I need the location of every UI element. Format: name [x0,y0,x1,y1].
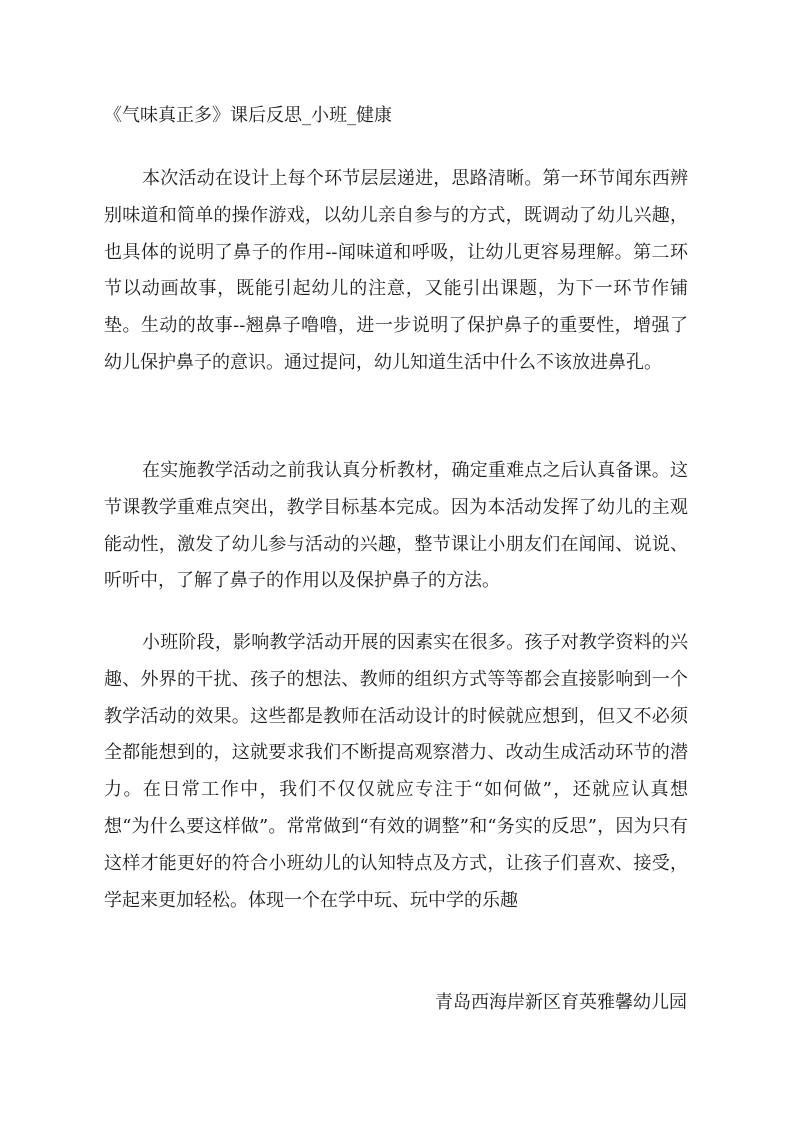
paragraph-reflection: 小班阶段，影响教学活动开展的因素实在很多。孩子对教学资料的兴趣、外界的干扰、孩子的想法、教师的组织方式等等都会直接影响到一个教学活动的效果。这些都是教师在活动设计的时候就应想到，但又不必须全都能想到的，这就要求我们不断提高观察潜力、改动生成活动环节的潜力。在日常工作中，我们不仅仅就应专注于“如何做”，还就应认真想想“为什么要这样做”。常常做到“有效的调整”和“务实的反思”，因为只有这样才能更好的符合小班幼儿的认知特点及方式，让孩子们喜欢、接受，学起来更加轻松。体现一个在学中玩、玩中学的乐趣 [104,632,688,911]
paragraph-activity-design: 本次活动在设计上每个环节层层递进，思路清晰。第一环节闻东西辨别味道和简单的操作游戏，以幼儿亲自参与的方式，既调动了幼儿兴趣，也具体的说明了鼻子的作用--闻味道和呼吸，让幼儿更容易理解。第二环节以动画故事，既能引起幼儿的注意，又能引出课题，为下一环节作铺垫。生动的故事--翘鼻子噜噜，进一步说明了保护鼻子的重要性，增强了幼儿保护鼻子的意识。通过提问，幼儿知道生活中什么不该放进鼻孔。 [104,168,688,373]
document-title: 《气味真正多》课后反思_小班_健康 [104,105,392,126]
signature-kindergarten: 青岛西海岸新区育英雅馨幼儿园 [435,992,687,1013]
paragraph-teaching-preparation: 在实施教学活动之前我认真分析教材，确定重难点之后认真备课。这节课教学重难点突出，教学目标基本完成。因为本活动发挥了幼儿的主观能动性，激发了幼儿参与活动的兴趣，整节课让小朋友们在闻闻、说说、听听中，了解了鼻子的作用以及保护鼻子的方法。 [104,460,688,592]
